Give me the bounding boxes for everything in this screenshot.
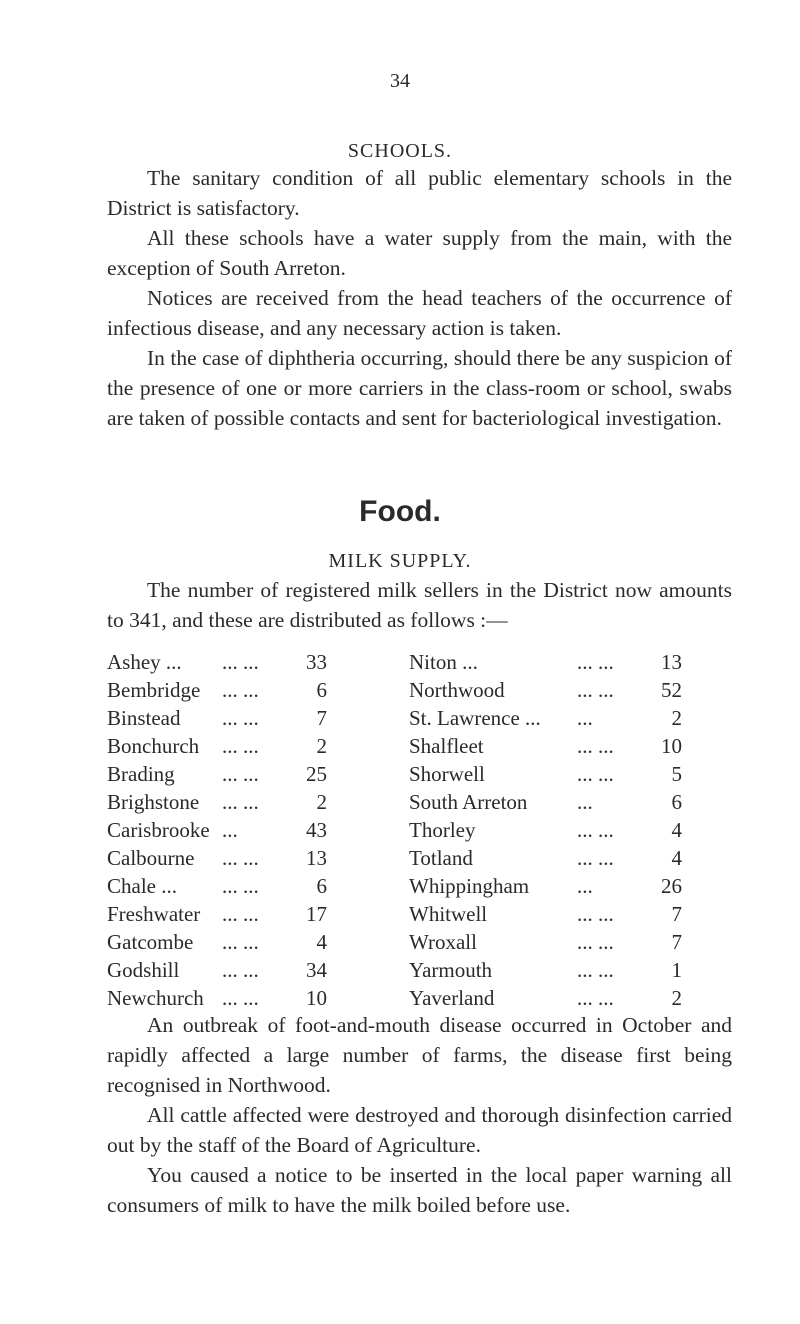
leader-dots: ... ... — [222, 902, 259, 926]
table-row — [107, 956, 747, 984]
district-name: Whippingham — [409, 874, 530, 898]
seller-count: 52 — [661, 678, 682, 702]
district-name: South Arreton — [409, 790, 528, 814]
leader-dots: ... — [577, 874, 593, 898]
leader-dots: ... ... — [222, 706, 259, 730]
district-name: Thorley — [409, 818, 476, 842]
leader-dots: ... ... — [222, 790, 259, 814]
table-row — [107, 648, 747, 676]
leader-dots: ... ... — [577, 930, 614, 954]
seller-count: 7 — [671, 902, 682, 926]
milk-intro-paragraph: The number of registered milk sellers in the District now amounts to 341, and these are distributed as follows :— — [107, 578, 732, 632]
milk-supply-heading: MILK SUPPLY. — [328, 550, 472, 572]
leader-dots: ... ... — [222, 678, 259, 702]
seller-count: 2 — [671, 986, 682, 1010]
outbreak-paragraph: An outbreak of foot-and-mouth disease occurred in October and rapidly affected a large number of farms, the disease first being recognised in Northwood. — [107, 1013, 732, 1097]
table-row — [107, 732, 747, 760]
district-name: Niton ... — [409, 650, 478, 674]
leader-dots: ... ... — [577, 818, 614, 842]
leader-dots: ... ... — [577, 762, 614, 786]
schools-paragraph: The sanitary condition of all public elementary schools in the District is satisfactory. — [107, 166, 732, 220]
leader-dots: ... — [577, 706, 593, 730]
seller-count: 1 — [671, 958, 682, 982]
seller-count: 6 — [316, 874, 327, 898]
district-name: Binstead — [107, 706, 181, 730]
leader-dots: ... — [222, 818, 238, 842]
district-name: Whitwell — [409, 902, 488, 926]
leader-dots: ... ... — [577, 902, 614, 926]
seller-count: 7 — [316, 706, 327, 730]
district-name: Chale ... — [107, 874, 177, 898]
district-name: Wroxall — [409, 930, 477, 954]
district-name: Totland — [409, 846, 473, 870]
seller-count: 2 — [671, 706, 682, 730]
table-row — [107, 844, 747, 872]
schools-heading: SCHOOLS. — [347, 140, 453, 162]
seller-count: 6 — [671, 790, 682, 814]
district-name: Shalfleet — [409, 734, 484, 758]
district-name: Northwood — [409, 678, 505, 702]
schools-text — [107, 163, 732, 433]
outbreak-text — [107, 1010, 732, 1220]
seller-count: 33 — [306, 650, 327, 674]
table-row — [107, 816, 747, 844]
district-name: Gatcombe — [107, 930, 194, 954]
seller-count: 43 — [306, 818, 327, 842]
leader-dots: ... ... — [577, 846, 614, 870]
district-name: Calbourne — [107, 846, 195, 870]
district-name: Yarmouth — [409, 958, 493, 982]
seller-count: 4 — [671, 846, 682, 870]
district-name: Godshill — [107, 958, 180, 982]
milk-intro — [107, 575, 732, 635]
district-name: Brading — [107, 762, 175, 786]
district-name: Bonchurch — [107, 734, 200, 758]
milk-sellers-table — [107, 648, 747, 1012]
leader-dots: ... ... — [222, 930, 259, 954]
leader-dots: ... ... — [577, 986, 614, 1010]
district-name: Newchurch — [107, 986, 204, 1010]
table-row — [107, 704, 747, 732]
schools-paragraph: In the case of diphtheria occurring, should there be any suspicion of the presence of one or more carriers in the class-room or school, swabs are taken of possible contacts and sent for bacteriological investigation. — [107, 346, 732, 430]
leader-dots: ... ... — [222, 958, 259, 982]
table-row — [107, 872, 747, 900]
leader-dots: ... ... — [222, 762, 259, 786]
table-row — [107, 900, 747, 928]
leader-dots: ... ... — [222, 874, 259, 898]
page-number: 34 — [390, 70, 410, 92]
seller-count: 4 — [671, 818, 682, 842]
district-name: Shorwell — [409, 762, 485, 786]
table-row — [107, 760, 747, 788]
leader-dots: ... ... — [222, 734, 259, 758]
district-name: St. Lawrence ... — [409, 706, 541, 730]
seller-count: 7 — [671, 930, 682, 954]
table-row — [107, 676, 747, 704]
schools-paragraph: All these schools have a water supply from the main, with the exception of South Arreton. — [107, 226, 732, 280]
leader-dots: ... — [577, 790, 593, 814]
leader-dots: ... ... — [577, 678, 614, 702]
leader-dots: ... ... — [577, 958, 614, 982]
district-name: Freshwater — [107, 902, 201, 926]
seller-count: 2 — [316, 734, 327, 758]
seller-count: 26 — [661, 874, 682, 898]
seller-count: 10 — [306, 986, 327, 1010]
seller-count: 10 — [661, 734, 682, 758]
outbreak-paragraph: You caused a notice to be inserted in the local paper warning all consumers of milk to have the milk boiled before use. — [107, 1163, 732, 1217]
district-name: Carisbrooke — [107, 818, 210, 842]
leader-dots: ... ... — [222, 986, 259, 1010]
seller-count: 2 — [316, 790, 327, 814]
leader-dots: ... ... — [577, 650, 614, 674]
district-name: Ashey ... — [107, 650, 182, 674]
seller-count: 25 — [306, 762, 327, 786]
schools-paragraph: Notices are received from the head teachers of the occurrence of infectious disease, and any necessary action is taken. — [107, 286, 732, 340]
seller-count: 13 — [661, 650, 682, 674]
leader-dots: ... ... — [577, 734, 614, 758]
leader-dots: ... ... — [222, 650, 259, 674]
table-row — [107, 984, 747, 1012]
table-row — [107, 928, 747, 956]
leader-dots: ... ... — [222, 846, 259, 870]
seller-count: 34 — [306, 958, 327, 982]
seller-count: 5 — [671, 762, 682, 786]
seller-count: 13 — [306, 846, 327, 870]
district-name: Yaverland — [409, 986, 495, 1010]
food-heading: Food. — [359, 495, 441, 528]
seller-count: 6 — [316, 678, 327, 702]
outbreak-paragraph: All cattle affected were destroyed and thorough disinfection carried out by the staff of the Board of Agriculture. — [107, 1103, 732, 1157]
seller-count: 4 — [316, 930, 327, 954]
district-name: Brighstone — [107, 790, 200, 814]
table-row — [107, 788, 747, 816]
seller-count: 17 — [306, 902, 327, 926]
district-name: Bembridge — [107, 678, 201, 702]
